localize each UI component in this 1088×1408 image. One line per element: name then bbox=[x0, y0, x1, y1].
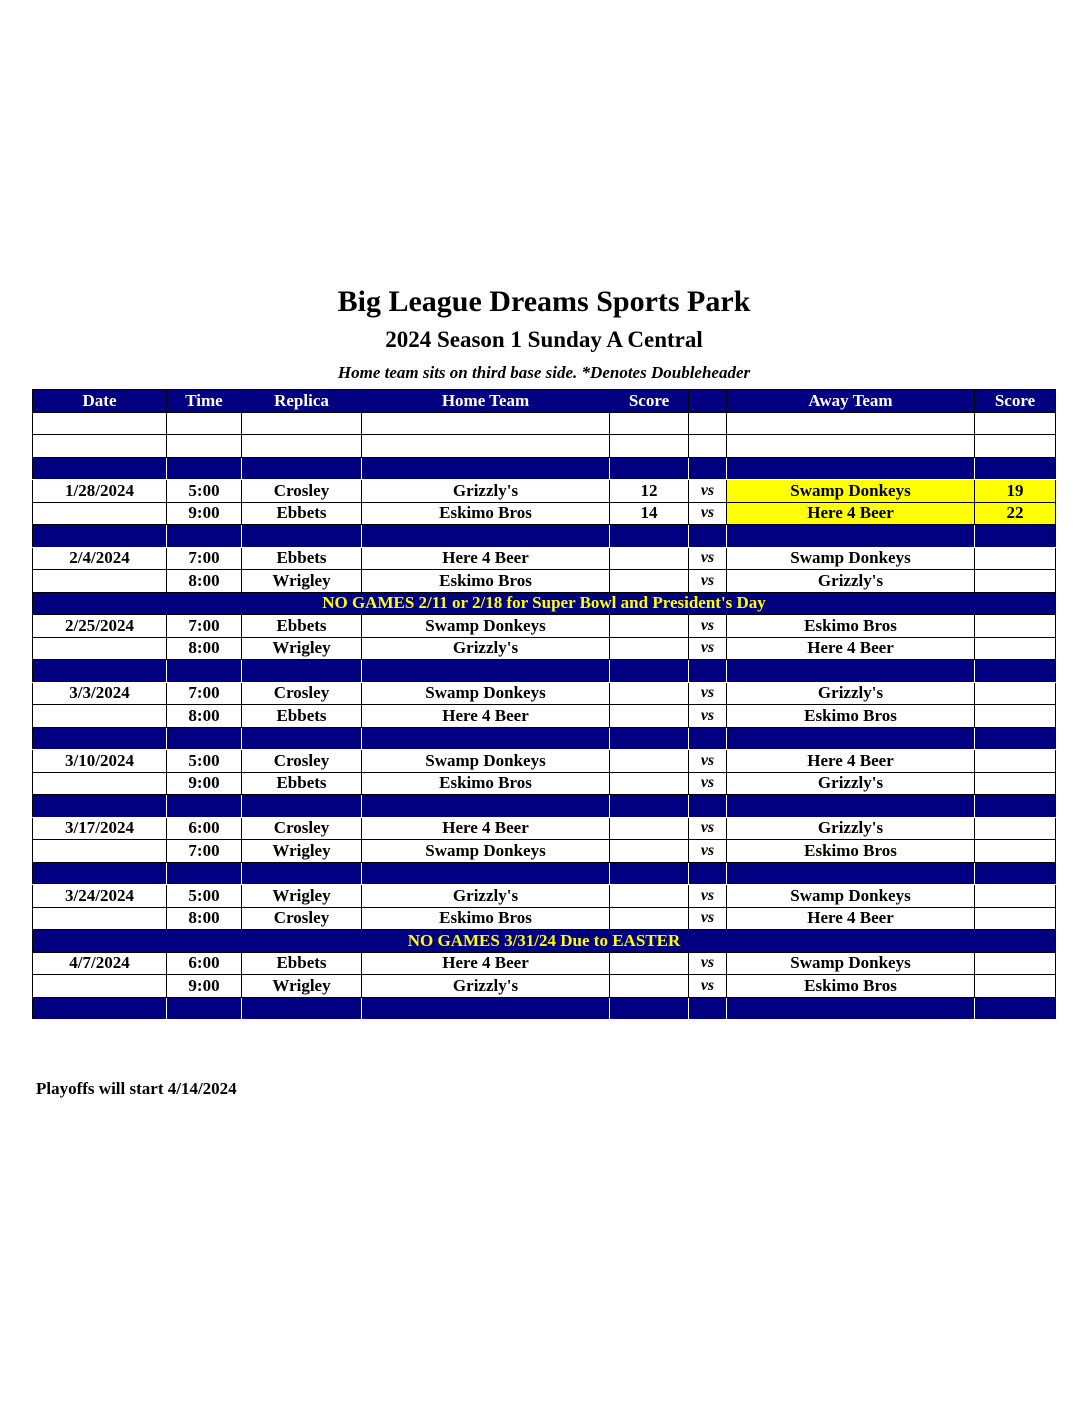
vs-cell bbox=[689, 435, 727, 458]
game-row bbox=[33, 975, 1056, 998]
time-cell: 7:00 bbox=[167, 615, 242, 638]
header-date: Date bbox=[33, 390, 167, 413]
home-team-cell: Here 4 Beer bbox=[362, 952, 610, 975]
home-score-cell bbox=[610, 975, 689, 998]
header-replica: Replica bbox=[242, 390, 362, 413]
away-score-cell bbox=[975, 727, 1056, 750]
home-team-cell bbox=[362, 457, 610, 480]
home-team-cell: Grizzly's bbox=[362, 480, 610, 503]
home-team-cell: Eskimo Bros bbox=[362, 772, 610, 795]
home-team-cell: Grizzly's bbox=[362, 885, 610, 908]
away-score-cell bbox=[975, 435, 1056, 458]
separator-row bbox=[33, 727, 1056, 750]
away-team-cell: Swamp Donkeys bbox=[727, 547, 975, 570]
date-cell bbox=[33, 570, 167, 593]
time-cell: 9:00 bbox=[167, 502, 242, 525]
vs-cell: vs bbox=[689, 772, 727, 795]
home-score-cell bbox=[610, 907, 689, 930]
replica-cell: Wrigley bbox=[242, 570, 362, 593]
schedule-note: Home team sits on third base side. *Denotes Doubleheader bbox=[337, 363, 751, 382]
home-team-cell bbox=[362, 660, 610, 683]
away-team-cell bbox=[727, 660, 975, 683]
away-score-cell bbox=[975, 862, 1056, 885]
home-team-cell: Eskimo Bros bbox=[362, 502, 610, 525]
vs-cell bbox=[689, 525, 727, 548]
replica-cell bbox=[242, 435, 362, 458]
home-score-cell bbox=[610, 727, 689, 750]
replica-cell bbox=[242, 525, 362, 548]
time-cell bbox=[167, 997, 242, 1020]
game-row bbox=[33, 637, 1056, 660]
separator-row bbox=[33, 660, 1056, 683]
replica-cell: Ebbets bbox=[242, 547, 362, 570]
time-cell: 5:00 bbox=[167, 480, 242, 503]
date-cell bbox=[33, 435, 167, 458]
time-cell: 5:00 bbox=[167, 750, 242, 773]
home-team-cell bbox=[362, 795, 610, 818]
home-score-cell bbox=[610, 682, 689, 705]
vs-cell bbox=[689, 727, 727, 750]
home-score-cell bbox=[610, 952, 689, 975]
header-vs bbox=[689, 390, 727, 413]
home-team-cell: Swamp Donkeys bbox=[362, 750, 610, 773]
home-score-cell bbox=[610, 772, 689, 795]
replica-cell bbox=[242, 862, 362, 885]
away-score-cell bbox=[975, 705, 1056, 728]
time-cell: 9:00 bbox=[167, 772, 242, 795]
home-score-cell bbox=[610, 817, 689, 840]
away-score-cell bbox=[975, 637, 1056, 660]
time-cell: 7:00 bbox=[167, 682, 242, 705]
vs-cell: vs bbox=[689, 480, 727, 503]
away-score-cell bbox=[975, 525, 1056, 548]
away-team-cell: Grizzly's bbox=[727, 682, 975, 705]
replica-cell: Ebbets bbox=[242, 705, 362, 728]
away-team-cell: Here 4 Beer bbox=[727, 750, 975, 773]
replica-cell: Wrigley bbox=[242, 885, 362, 908]
home-score-cell bbox=[610, 795, 689, 818]
time-cell bbox=[167, 660, 242, 683]
away-score-cell: 19 bbox=[975, 480, 1056, 503]
header-home-team: Home Team bbox=[362, 390, 610, 413]
home-team-cell: Swamp Donkeys bbox=[362, 615, 610, 638]
vs-cell: vs bbox=[689, 840, 727, 863]
replica-cell: Crosley bbox=[242, 480, 362, 503]
away-score-cell bbox=[975, 885, 1056, 908]
notice-text: NO GAMES 3/31/24 Due to EASTER bbox=[33, 930, 1056, 953]
page-title: Big League Dreams Sports Park bbox=[337, 285, 751, 318]
away-score-cell bbox=[975, 907, 1056, 930]
notice-row bbox=[33, 592, 1056, 615]
playoffs-note: Playoffs will start 4/14/2024 bbox=[36, 1079, 237, 1098]
page-subtitle: 2024 Season 1 Sunday A Central bbox=[385, 327, 703, 352]
away-team-cell: Swamp Donkeys bbox=[727, 952, 975, 975]
away-team-cell: Eskimo Bros bbox=[727, 840, 975, 863]
date-cell: 2/4/2024 bbox=[33, 547, 167, 570]
vs-cell bbox=[689, 412, 727, 435]
home-score-cell: 14 bbox=[610, 502, 689, 525]
away-team-cell bbox=[727, 525, 975, 548]
game-row bbox=[33, 885, 1056, 908]
game-row bbox=[33, 502, 1056, 525]
away-team-cell: Grizzly's bbox=[727, 817, 975, 840]
vs-cell: vs bbox=[689, 952, 727, 975]
away-team-cell bbox=[727, 727, 975, 750]
away-team-cell bbox=[727, 457, 975, 480]
away-team-cell: Here 4 Beer bbox=[727, 637, 975, 660]
away-team-cell: Swamp Donkeys bbox=[727, 480, 975, 503]
home-score-cell bbox=[610, 615, 689, 638]
vs-cell bbox=[689, 457, 727, 480]
home-team-cell: Eskimo Bros bbox=[362, 907, 610, 930]
vs-cell bbox=[689, 862, 727, 885]
home-score-cell bbox=[610, 457, 689, 480]
game-row bbox=[33, 817, 1056, 840]
replica-cell bbox=[242, 997, 362, 1020]
separator-row bbox=[33, 795, 1056, 818]
replica-cell: Wrigley bbox=[242, 637, 362, 660]
vs-cell: vs bbox=[689, 502, 727, 525]
header-row bbox=[33, 390, 1056, 413]
time-cell bbox=[167, 727, 242, 750]
game-row bbox=[33, 705, 1056, 728]
home-score-cell bbox=[610, 547, 689, 570]
away-score-cell bbox=[975, 952, 1056, 975]
time-cell: 6:00 bbox=[167, 952, 242, 975]
notice-text: NO GAMES 2/11 or 2/18 for Super Bowl and President's Day bbox=[33, 592, 1056, 615]
time-cell bbox=[167, 457, 242, 480]
away-team-cell bbox=[727, 435, 975, 458]
separator-row bbox=[33, 457, 1056, 480]
away-score-cell bbox=[975, 547, 1056, 570]
date-cell bbox=[33, 727, 167, 750]
time-cell bbox=[167, 435, 242, 458]
replica-cell bbox=[242, 660, 362, 683]
home-team-cell: Swamp Donkeys bbox=[362, 840, 610, 863]
notice-row bbox=[33, 930, 1056, 953]
away-score-cell: 22 bbox=[975, 502, 1056, 525]
replica-cell: Ebbets bbox=[242, 952, 362, 975]
time-cell: 7:00 bbox=[167, 840, 242, 863]
away-score-cell bbox=[975, 975, 1056, 998]
vs-cell bbox=[689, 997, 727, 1020]
separator-row bbox=[33, 997, 1056, 1020]
away-team-cell bbox=[727, 795, 975, 818]
away-score-cell bbox=[975, 997, 1056, 1020]
game-row bbox=[33, 750, 1056, 773]
replica-cell: Crosley bbox=[242, 682, 362, 705]
away-team-cell bbox=[727, 997, 975, 1020]
header-away-team: Away Team bbox=[727, 390, 975, 413]
away-team-cell: Grizzly's bbox=[727, 570, 975, 593]
time-cell bbox=[167, 412, 242, 435]
replica-cell: Ebbets bbox=[242, 772, 362, 795]
away-team-cell: Here 4 Beer bbox=[727, 907, 975, 930]
away-team-cell: Grizzly's bbox=[727, 772, 975, 795]
time-cell: 7:00 bbox=[167, 547, 242, 570]
home-score-cell bbox=[610, 705, 689, 728]
home-score-cell bbox=[610, 997, 689, 1020]
away-team-cell: Eskimo Bros bbox=[727, 975, 975, 998]
replica-cell: Crosley bbox=[242, 750, 362, 773]
date-cell bbox=[33, 975, 167, 998]
date-cell bbox=[33, 660, 167, 683]
vs-cell: vs bbox=[689, 682, 727, 705]
replica-cell bbox=[242, 795, 362, 818]
home-score-cell bbox=[610, 570, 689, 593]
date-cell bbox=[33, 502, 167, 525]
time-cell: 9:00 bbox=[167, 975, 242, 998]
replica-cell: Wrigley bbox=[242, 840, 362, 863]
home-team-cell: Eskimo Bros bbox=[362, 570, 610, 593]
game-row bbox=[33, 952, 1056, 975]
game-row bbox=[33, 615, 1056, 638]
schedule-table bbox=[32, 389, 1056, 1020]
date-cell bbox=[33, 412, 167, 435]
away-score-cell bbox=[975, 615, 1056, 638]
away-team-cell bbox=[727, 862, 975, 885]
home-score-cell bbox=[610, 412, 689, 435]
home-team-cell: Here 4 Beer bbox=[362, 817, 610, 840]
home-team-cell bbox=[362, 525, 610, 548]
time-cell: 5:00 bbox=[167, 885, 242, 908]
blank-row bbox=[33, 412, 1056, 435]
home-team-cell: Here 4 Beer bbox=[362, 705, 610, 728]
game-row bbox=[33, 840, 1056, 863]
game-row bbox=[33, 907, 1056, 930]
home-team-cell: Grizzly's bbox=[362, 637, 610, 660]
away-score-cell bbox=[975, 817, 1056, 840]
home-team-cell bbox=[362, 727, 610, 750]
home-score-cell bbox=[610, 435, 689, 458]
replica-cell: Ebbets bbox=[242, 615, 362, 638]
home-team-cell: Here 4 Beer bbox=[362, 547, 610, 570]
home-team-cell bbox=[362, 412, 610, 435]
game-row bbox=[33, 547, 1056, 570]
away-score-cell bbox=[975, 660, 1056, 683]
header-home-score: Score bbox=[610, 390, 689, 413]
home-team-cell: Swamp Donkeys bbox=[362, 682, 610, 705]
date-cell bbox=[33, 637, 167, 660]
date-cell: 1/28/2024 bbox=[33, 480, 167, 503]
home-team-cell: Grizzly's bbox=[362, 975, 610, 998]
date-cell bbox=[33, 907, 167, 930]
away-score-cell bbox=[975, 840, 1056, 863]
away-team-cell: Eskimo Bros bbox=[727, 615, 975, 638]
separator-row bbox=[33, 525, 1056, 548]
time-cell: 6:00 bbox=[167, 817, 242, 840]
date-cell bbox=[33, 795, 167, 818]
replica-cell: Wrigley bbox=[242, 975, 362, 998]
date-cell: 3/10/2024 bbox=[33, 750, 167, 773]
vs-cell: vs bbox=[689, 570, 727, 593]
home-score-cell bbox=[610, 637, 689, 660]
date-cell bbox=[33, 772, 167, 795]
header-away-score: Score bbox=[975, 390, 1056, 413]
vs-cell: vs bbox=[689, 907, 727, 930]
header-time: Time bbox=[167, 390, 242, 413]
replica-cell bbox=[242, 727, 362, 750]
time-cell: 8:00 bbox=[167, 705, 242, 728]
game-row bbox=[33, 772, 1056, 795]
away-score-cell bbox=[975, 570, 1056, 593]
time-cell: 8:00 bbox=[167, 637, 242, 660]
time-cell bbox=[167, 862, 242, 885]
vs-cell: vs bbox=[689, 615, 727, 638]
replica-cell: Ebbets bbox=[242, 502, 362, 525]
vs-cell bbox=[689, 660, 727, 683]
home-team-cell bbox=[362, 997, 610, 1020]
home-score-cell bbox=[610, 750, 689, 773]
date-cell bbox=[33, 705, 167, 728]
vs-cell: vs bbox=[689, 637, 727, 660]
away-score-cell bbox=[975, 457, 1056, 480]
away-team-cell: Eskimo Bros bbox=[727, 705, 975, 728]
home-score-cell: 12 bbox=[610, 480, 689, 503]
date-cell: 2/25/2024 bbox=[33, 615, 167, 638]
vs-cell: vs bbox=[689, 817, 727, 840]
blank-row bbox=[33, 435, 1056, 458]
time-cell bbox=[167, 525, 242, 548]
date-cell bbox=[33, 457, 167, 480]
home-team-cell bbox=[362, 862, 610, 885]
date-cell: 3/3/2024 bbox=[33, 682, 167, 705]
vs-cell: vs bbox=[689, 547, 727, 570]
away-team-cell bbox=[727, 412, 975, 435]
game-row bbox=[33, 570, 1056, 593]
away-score-cell bbox=[975, 795, 1056, 818]
replica-cell bbox=[242, 457, 362, 480]
date-cell bbox=[33, 862, 167, 885]
time-cell: 8:00 bbox=[167, 570, 242, 593]
away-team-cell: Swamp Donkeys bbox=[727, 885, 975, 908]
date-cell bbox=[33, 525, 167, 548]
date-cell bbox=[33, 997, 167, 1020]
game-row bbox=[33, 480, 1056, 503]
vs-cell bbox=[689, 795, 727, 818]
away-score-cell bbox=[975, 412, 1056, 435]
replica-cell: Crosley bbox=[242, 817, 362, 840]
vs-cell: vs bbox=[689, 975, 727, 998]
date-cell: 3/24/2024 bbox=[33, 885, 167, 908]
date-cell bbox=[33, 840, 167, 863]
home-score-cell bbox=[610, 862, 689, 885]
home-score-cell bbox=[610, 840, 689, 863]
away-team-cell: Here 4 Beer bbox=[727, 502, 975, 525]
away-score-cell bbox=[975, 750, 1056, 773]
vs-cell: vs bbox=[689, 885, 727, 908]
home-score-cell bbox=[610, 885, 689, 908]
time-cell bbox=[167, 795, 242, 818]
away-score-cell bbox=[975, 682, 1056, 705]
replica-cell: Crosley bbox=[242, 907, 362, 930]
replica-cell bbox=[242, 412, 362, 435]
game-row bbox=[33, 682, 1056, 705]
date-cell: 3/17/2024 bbox=[33, 817, 167, 840]
away-score-cell bbox=[975, 772, 1056, 795]
date-cell: 4/7/2024 bbox=[33, 952, 167, 975]
home-score-cell bbox=[610, 660, 689, 683]
vs-cell: vs bbox=[689, 750, 727, 773]
time-cell: 8:00 bbox=[167, 907, 242, 930]
home-team-cell bbox=[362, 435, 610, 458]
separator-row bbox=[33, 862, 1056, 885]
home-score-cell bbox=[610, 525, 689, 548]
vs-cell: vs bbox=[689, 705, 727, 728]
